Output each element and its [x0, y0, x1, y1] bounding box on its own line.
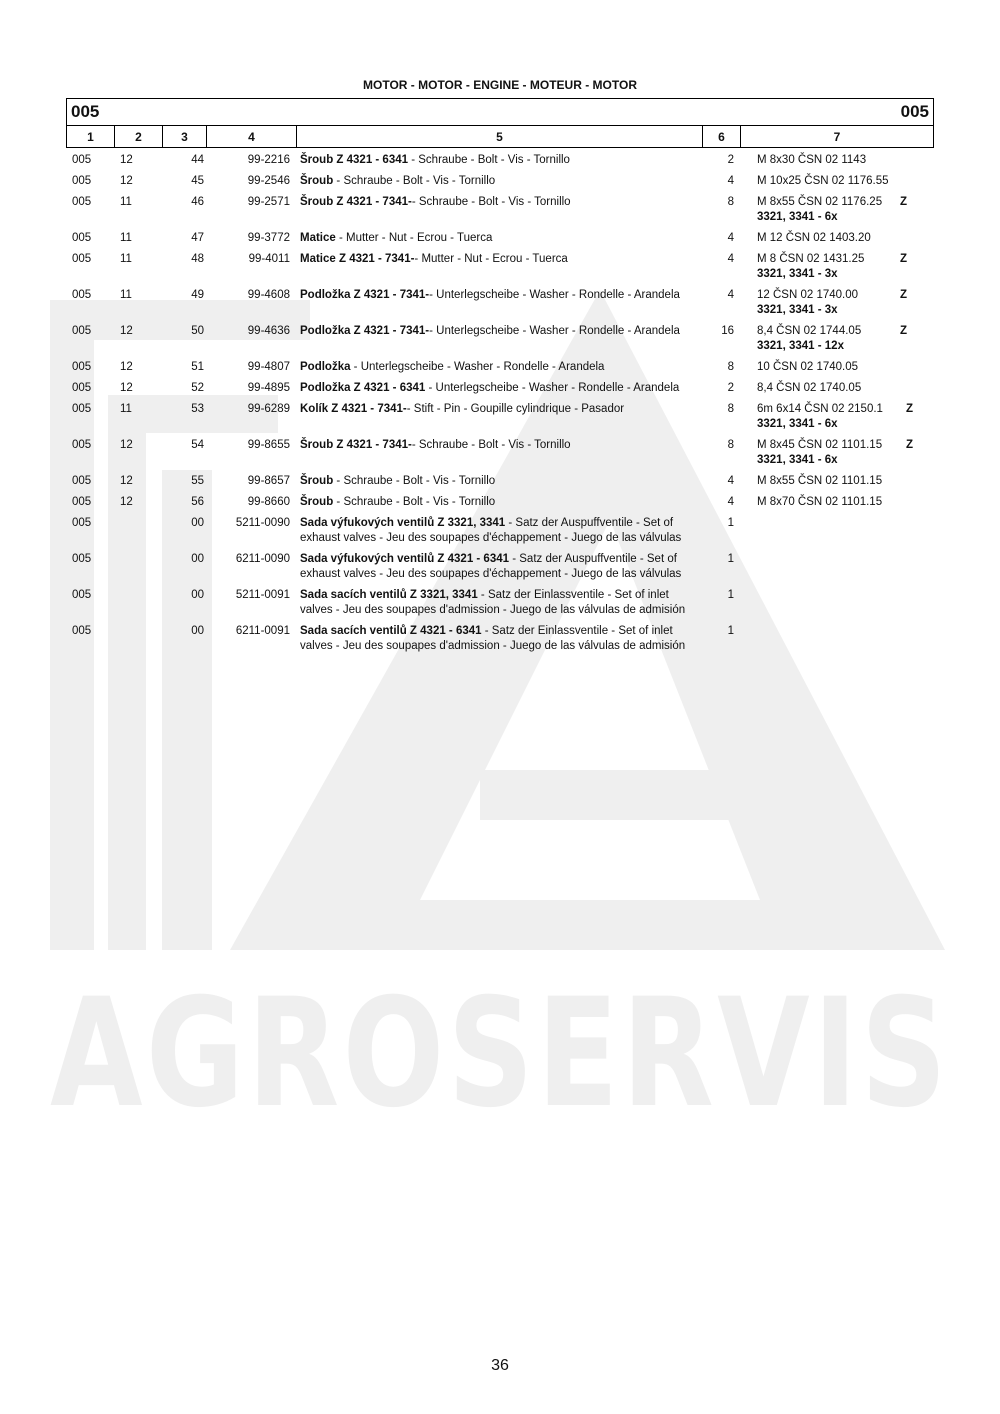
standard-spec [757, 288, 858, 318]
group-code: 005 [72, 196, 92, 208]
standard-spec: 10 ČSN 02 1740.05 [757, 361, 859, 373]
subgroup-code: 12 [120, 496, 133, 508]
quantity: 4 [727, 496, 734, 508]
subgroup-code: 12 [120, 175, 133, 187]
table-row [66, 381, 934, 402]
subgroup-code: 12 [120, 325, 133, 337]
part-name: Podložka Z 4321 - 6341 [300, 382, 426, 394]
column-header: 7 [833, 130, 841, 144]
subgroup-code: 12 [120, 382, 133, 394]
part-description [300, 516, 702, 546]
model-applicability: 3321, 3341 - 6x [757, 418, 838, 430]
column-header-row [67, 125, 933, 147]
table-row [66, 195, 934, 231]
page-title: MOTOR - MOTOR - ENGINE - MOTEUR - MOTOR [363, 78, 637, 92]
quantity: 8 [727, 439, 734, 451]
subgroup-code: 11 [120, 253, 132, 265]
table-row [66, 360, 934, 381]
standard-spec [757, 195, 882, 225]
part-number: 99-8657 [247, 475, 290, 487]
group-code: 005 [72, 553, 92, 565]
quantity: 8 [727, 361, 734, 373]
part-name: Sada sacích ventilů Z 3321, 3341 [300, 589, 478, 601]
column-header: 3 [163, 126, 207, 148]
section-code: 005 [900, 102, 929, 121]
group-code: 005 [72, 589, 92, 601]
part-name: Šroub Z 4321 - 6341 [300, 154, 409, 166]
part-name: Sada výfukových ventilů Z 4321 - 6341 [300, 553, 510, 565]
part-description [300, 495, 702, 510]
watermark-text: AGROSERVIS [50, 967, 950, 1141]
part-name: Šroub [300, 496, 334, 508]
part-translations: - Unterlegscheibe - Washer - Rondelle - Arandela [350, 361, 605, 373]
position-number: 51 [191, 361, 204, 373]
table-row [66, 516, 934, 552]
parts-table [66, 153, 934, 660]
standard-spec: 8,4 ČSN 02 1740.05 [757, 382, 862, 394]
quantity: 4 [727, 475, 734, 487]
part-description [300, 381, 702, 396]
standard-code: M 8x45 ČSN 02 1101.15 [757, 439, 883, 451]
part-number: 99-4807 [247, 361, 290, 373]
part-translations: - Satz der Einlassventile - Set of inlet valves - Jeu des soupapes d'admission - Juego de las válvulas de admisión [300, 589, 686, 616]
model-applicability: 3321, 3341 - 12x [757, 340, 844, 352]
quantity: 8 [727, 403, 734, 415]
subgroup-code: 12 [120, 361, 133, 373]
group-code: 005 [72, 439, 92, 451]
part-description [300, 438, 702, 453]
part-number: 99-3772 [247, 232, 290, 244]
note-flag: Z [900, 196, 908, 208]
group-code: 005 [72, 517, 92, 529]
standard-spec: M 10x25 ČSN 02 1176.55 [757, 175, 889, 187]
note-flag: Z [900, 325, 908, 337]
part-number: 99-8655 [247, 439, 290, 451]
column-header: 2 [115, 126, 163, 148]
part-name: Šroub Z 4321 - 7341- [300, 439, 412, 451]
part-description [300, 474, 702, 489]
model-applicability: 3321, 3341 - 3x [757, 304, 838, 316]
part-description [300, 231, 702, 246]
quantity: 4 [727, 232, 734, 244]
part-translations: - Satz der Einlassventile - Set of inlet valves - Jeu des soupapes d'admission - Juego de las válvulas de admisión [300, 625, 686, 652]
column-header: 4 [207, 126, 297, 148]
part-translations: - Unterlegscheibe - Washer - Rondelle - Arandela [429, 289, 680, 301]
note-flag: Z [906, 439, 914, 451]
subgroup-code: 11 [120, 289, 132, 301]
position-number: 56 [191, 496, 204, 508]
subgroup-code: 11 [120, 403, 132, 415]
table-row [66, 324, 934, 360]
part-number: 99-4895 [247, 382, 290, 394]
part-number: 5211-0091 [235, 589, 290, 601]
standard-spec [757, 402, 883, 432]
group-code: 005 [72, 232, 92, 244]
quantity: 1 [727, 553, 734, 565]
subgroup-code: 12 [120, 154, 133, 166]
group-code: 005 [72, 361, 92, 373]
model-applicability: 3321, 3341 - 6x [757, 454, 838, 466]
section-code: 005 [71, 102, 100, 121]
group-code: 005 [72, 154, 92, 166]
standard-code: M 8x55 ČSN 02 1176.25 [757, 196, 883, 208]
part-number: 99-2571 [247, 196, 290, 208]
part-number: 99-4608 [247, 289, 290, 301]
position-number: 48 [191, 253, 204, 265]
table-row [66, 588, 934, 624]
part-number: 99-4636 [247, 325, 290, 337]
table-row [66, 552, 934, 588]
part-translations: - Satz der Auspuffventile - Set of exhaust valves - Jeu des soupapes d'échappement - Juego de las válvulas [300, 553, 682, 580]
position-number: 50 [191, 325, 204, 337]
part-translations: - Mutter - Nut - Ecrou - Tuerca [335, 232, 493, 244]
group-code: 005 [72, 289, 92, 301]
quantity: 4 [727, 289, 734, 301]
quantity: 4 [727, 175, 734, 187]
position-number: 54 [191, 439, 204, 451]
part-translations: - Schraube - Bolt - Vis - Tornillo [333, 475, 496, 487]
part-translations: - Schraube - Bolt - Vis - Tornillo [408, 154, 570, 166]
position-number: 52 [191, 382, 204, 394]
group-code: 005 [72, 475, 92, 487]
subgroup-code: 11 [120, 232, 132, 244]
table-row [66, 438, 934, 474]
table-row [66, 474, 934, 495]
model-applicability: 3321, 3341 - 3x [757, 268, 838, 280]
part-name: Šroub [300, 175, 334, 187]
model-applicability: 3321, 3341 - 6x [757, 211, 838, 223]
table-row [66, 174, 934, 195]
part-name: Kolík Z 4321 - 7341- [300, 403, 407, 415]
group-code: 005 [72, 496, 92, 508]
standard-code: M 8 ČSN 02 1431.25 [757, 253, 865, 265]
standard-code: 6m 6x14 ČSN 02 2150.1 [757, 403, 883, 415]
part-description [300, 153, 702, 168]
group-code: 005 [72, 382, 92, 394]
position-number: 00 [191, 625, 204, 637]
standard-spec: M 8x70 ČSN 02 1101.15 [757, 496, 883, 508]
quantity: 1 [727, 625, 734, 637]
position-number: 47 [191, 232, 204, 244]
table-row [66, 288, 934, 324]
table-row [66, 624, 934, 660]
part-number: 99-2546 [247, 175, 290, 187]
part-name: Matice Z 4321 - 7341- [300, 253, 415, 265]
part-number: 6211-0091 [235, 625, 290, 637]
column-header: 6 [703, 126, 741, 148]
page-number: 36 [491, 1357, 509, 1374]
position-number: 45 [191, 175, 204, 187]
table-row [66, 495, 934, 516]
part-translations: - Unterlegscheibe - Washer - Rondelle - Arandela [429, 325, 680, 337]
note-flag: Z [906, 403, 914, 415]
note-flag: Z [900, 289, 908, 301]
part-translations: - Stift - Pin - Goupille cylindrique - Pasador [406, 403, 625, 415]
quantity: 4 [727, 253, 734, 265]
part-number: 5211-0090 [235, 517, 290, 529]
group-code: 005 [72, 625, 92, 637]
position-number: 46 [191, 196, 204, 208]
position-number: 00 [191, 589, 204, 601]
group-code: 005 [72, 325, 92, 337]
part-translations: - Schraube - Bolt - Vis - Tornillo [411, 439, 571, 451]
part-number: 99-4011 [248, 253, 290, 265]
standard-spec [757, 324, 861, 354]
quantity: 1 [727, 517, 734, 529]
position-number: 55 [191, 475, 204, 487]
note-flag: Z [900, 253, 908, 265]
quantity: 8 [727, 196, 734, 208]
table-row [66, 153, 934, 174]
group-code: 005 [72, 403, 92, 415]
part-translations: - Satz der Auspuffventile - Set of exhaust valves - Jeu des soupapes d'échappement - Juego de las válvulas [300, 517, 682, 544]
position-number: 00 [191, 553, 204, 565]
part-description [300, 174, 702, 189]
subgroup-code: 11 [120, 196, 132, 208]
table-row [66, 231, 934, 252]
part-translations: - Mutter - Nut - Ecrou - Tuerca [414, 253, 568, 265]
part-number: 99-6289 [247, 403, 290, 415]
part-description [300, 588, 702, 618]
position-number: 53 [191, 403, 204, 415]
table-row [66, 252, 934, 288]
standard-spec [757, 252, 864, 282]
position-number: 44 [191, 154, 204, 166]
part-name: Podložka Z 4321 - 7341- [300, 289, 430, 301]
part-name: Podložka [300, 361, 351, 373]
group-code: 005 [72, 253, 92, 265]
standard-spec: M 12 ČSN 02 1403.20 [757, 232, 871, 244]
part-description [300, 252, 702, 267]
part-number: 99-8660 [247, 496, 290, 508]
part-name: Šroub [300, 475, 334, 487]
standard-spec: M 8x55 ČSN 02 1101.15 [757, 475, 883, 487]
section-header [66, 98, 934, 148]
part-name: Matice [300, 232, 336, 244]
quantity: 2 [727, 154, 734, 166]
group-code: 005 [72, 175, 92, 187]
standard-spec: M 8x30 ČSN 02 1143 [757, 154, 867, 166]
part-description [300, 552, 702, 582]
quantity: 1 [727, 589, 734, 601]
quantity: 16 [721, 325, 734, 337]
part-description [300, 195, 702, 210]
part-description [300, 402, 702, 417]
part-description [300, 288, 702, 303]
standard-code: 8,4 ČSN 02 1744.05 [757, 325, 862, 337]
part-name: Sada sacích ventilů Z 4321 - 6341 [300, 625, 482, 637]
subgroup-code: 12 [120, 439, 133, 451]
column-header: 5 [297, 126, 703, 148]
standard-spec [757, 438, 882, 468]
part-translations: - Schraube - Bolt - Vis - Tornillo [333, 175, 496, 187]
part-translations: - Unterlegscheibe - Washer - Rondelle - Arandela [425, 382, 680, 394]
column-header: 1 [67, 126, 115, 148]
part-name: Podložka Z 4321 - 7341- [300, 325, 430, 337]
part-description [300, 360, 702, 375]
subgroup-code: 12 [120, 475, 133, 487]
part-description [300, 624, 702, 654]
quantity: 2 [727, 382, 734, 394]
position-number: 49 [191, 289, 204, 301]
part-translations: - Schraube - Bolt - Vis - Tornillo [333, 496, 496, 508]
part-number: 6211-0090 [235, 553, 290, 565]
table-row [66, 402, 934, 438]
part-number: 99-2216 [247, 154, 290, 166]
part-name: Šroub Z 4321 - 7341- [300, 196, 412, 208]
position-number: 00 [191, 517, 204, 529]
part-name: Sada výfukových ventilů Z 3321, 3341 [300, 517, 506, 529]
standard-code: 12 ČSN 02 1740.00 [757, 289, 859, 301]
part-translations: - Schraube - Bolt - Vis - Tornillo [411, 196, 571, 208]
part-description [300, 324, 702, 339]
